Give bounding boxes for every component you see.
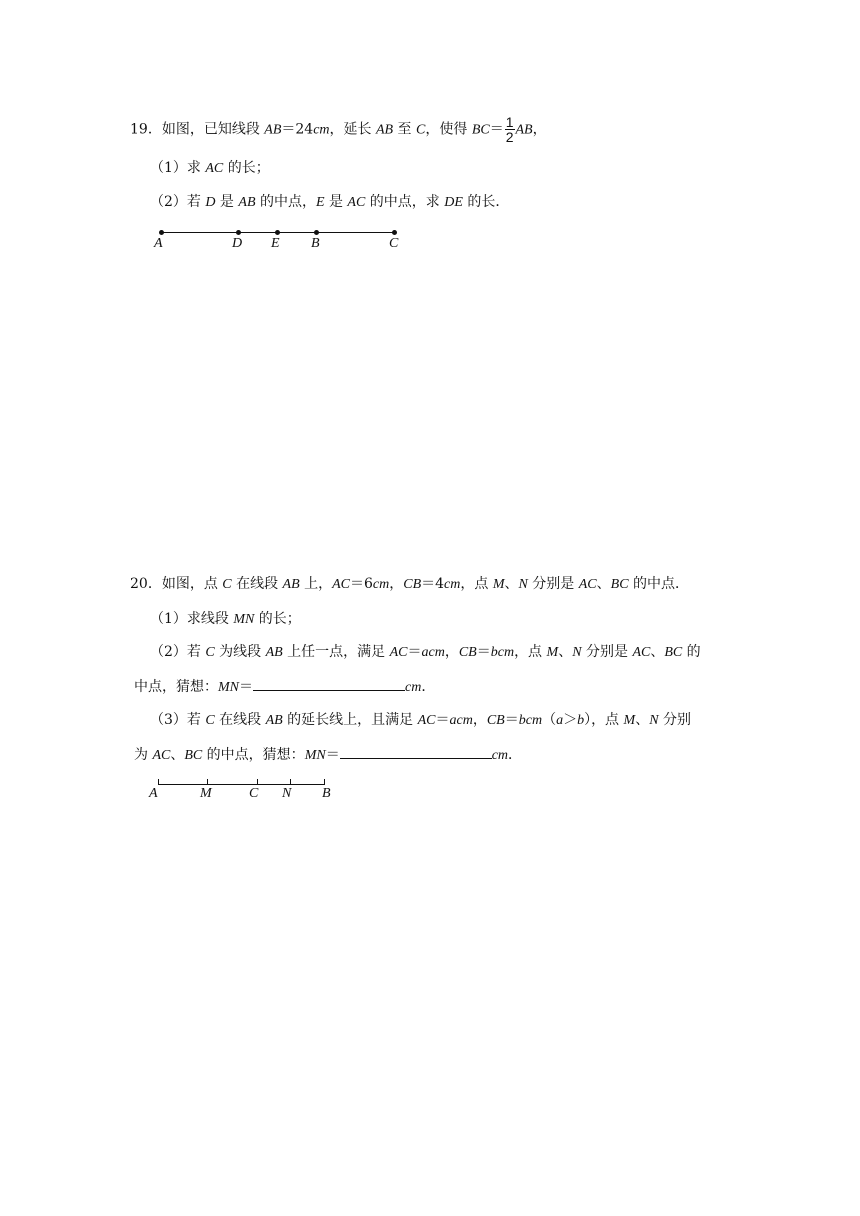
q19-c: C bbox=[416, 122, 426, 138]
q20-p3-l2-cm: cm bbox=[491, 748, 509, 763]
q20-p2-cb: CB bbox=[458, 645, 477, 660]
q20-p2-eq2: ＝ bbox=[476, 644, 491, 660]
q20-t1: 如图，点 bbox=[161, 576, 223, 592]
q20-p3-b: b bbox=[577, 713, 585, 728]
q20-eq6: ＝6 bbox=[349, 576, 373, 592]
q20-sep2: 、 bbox=[596, 576, 611, 592]
q20-t7: 的中点． bbox=[628, 576, 689, 592]
q20-bc: BC bbox=[610, 577, 629, 592]
q19-p2-t2: 的中点， bbox=[255, 194, 316, 210]
q20-p3-answer-blank[interactable] bbox=[340, 744, 492, 759]
q20-p2-answer-blank[interactable] bbox=[253, 676, 405, 691]
q20-p3-sep: 、 bbox=[635, 712, 650, 728]
q20-tick-b bbox=[324, 779, 325, 785]
q20-sep: 、 bbox=[504, 576, 519, 592]
q19-eq: ＝24 bbox=[281, 121, 314, 138]
fraction-numerator: 1 bbox=[505, 114, 514, 130]
q19-point-b bbox=[314, 230, 319, 235]
q19-label-e: E bbox=[271, 236, 280, 251]
q20-ac2: AC bbox=[578, 577, 597, 592]
q19-text5: ， bbox=[532, 121, 547, 138]
q19-label-a: A bbox=[154, 236, 163, 251]
q20-p3-gt: ＞ bbox=[563, 712, 578, 728]
q20-p2-sep: 、 bbox=[558, 644, 573, 660]
q20-p3-bcm: bcm bbox=[518, 713, 543, 728]
q20-part2-line2 bbox=[134, 676, 435, 698]
q20-p1-pre: （1）求线段 bbox=[150, 611, 234, 627]
q20-p3-c: C bbox=[205, 713, 215, 728]
q20-p3-ac: AC bbox=[417, 713, 436, 728]
q20-label-m: M bbox=[200, 786, 212, 801]
q20-number: 20． bbox=[130, 576, 162, 592]
q20-c: C bbox=[222, 577, 232, 592]
q20-p3-n: N bbox=[649, 713, 659, 728]
q19-p1-ac: AC bbox=[205, 161, 224, 176]
q20-p2-c: C bbox=[205, 645, 215, 660]
q20-p2-t3: ， bbox=[444, 644, 459, 660]
q20-p3-t2: 的延长线上，且满足 bbox=[282, 712, 418, 728]
q20-label-c: C bbox=[249, 786, 259, 801]
q19-label-b: B bbox=[311, 236, 320, 251]
q20-p2-bc: BC bbox=[664, 645, 683, 660]
q19-p2-t4: 的中点，求 bbox=[365, 194, 445, 210]
q20-t6: 分别是 bbox=[527, 576, 579, 592]
q20-part1 bbox=[150, 609, 301, 630]
q19-ab2: AB bbox=[376, 122, 394, 138]
q20-p3-l2-t1: 的中点，猜想： bbox=[202, 747, 305, 763]
q20-cm1: cm bbox=[372, 577, 390, 592]
q20-tick-c bbox=[257, 779, 258, 785]
q20-t5: ，点 bbox=[460, 576, 493, 592]
q19-p2-t1: 是 bbox=[215, 194, 239, 210]
q20-p2-sep2: 、 bbox=[650, 644, 665, 660]
q20-p3-t1: 在线段 bbox=[214, 712, 266, 728]
q19-text3: 至 bbox=[393, 121, 417, 138]
q20-p3-ab: AB bbox=[265, 713, 283, 728]
q20-p2-ab: AB bbox=[265, 645, 283, 660]
q19-eq2: ＝ bbox=[489, 121, 504, 138]
q20-p3-pre: （3）若 bbox=[150, 712, 206, 728]
q20-p3-eq1: ＝ bbox=[435, 712, 450, 728]
q20-p3-l2-bc: BC bbox=[184, 748, 203, 763]
q20-part3-line1 bbox=[150, 710, 691, 731]
q20-p2-t1: 为线段 bbox=[214, 644, 266, 660]
q20-p3-t4: ，点 bbox=[591, 712, 624, 728]
q20-p3-l2-end: ． bbox=[508, 747, 523, 763]
q19-text2: ，延长 bbox=[329, 121, 372, 138]
q20-cb: CB bbox=[403, 577, 422, 592]
q19-number: 19． bbox=[130, 121, 162, 138]
q19-p2-d: D bbox=[205, 195, 216, 210]
q20-stem bbox=[130, 574, 689, 595]
q20-tick-m bbox=[207, 779, 208, 785]
q19-ab: AB bbox=[264, 122, 282, 138]
q19-part1 bbox=[150, 158, 270, 179]
q20-p2-n: N bbox=[572, 645, 582, 660]
q20-p3-t5: 分别 bbox=[658, 712, 691, 728]
q19-bc: BC bbox=[471, 122, 490, 138]
q20-ab: AB bbox=[282, 577, 300, 592]
q20-p2-t2: 上任一点，满足 bbox=[282, 644, 390, 660]
q19-text4: ，使得 bbox=[425, 121, 472, 138]
q20-p3-acm: acm bbox=[449, 713, 473, 728]
q20-part3-line2 bbox=[134, 744, 522, 766]
q20-p3-eq2: ＝ bbox=[504, 712, 519, 728]
q20-label-n: N bbox=[282, 786, 292, 801]
q20-p2-acm: acm bbox=[421, 645, 445, 660]
q20-p3-a: a bbox=[556, 713, 564, 728]
q19-p2-t3: 是 bbox=[324, 194, 348, 210]
q19-p2-ac: AC bbox=[347, 195, 366, 210]
q20-p3-t3: ， bbox=[472, 712, 487, 728]
q20-p1-mn: MN bbox=[233, 612, 255, 627]
fraction-denominator: 2 bbox=[505, 129, 514, 145]
q20-p2-ac2: AC bbox=[632, 645, 651, 660]
q20-p2-l2-cm: cm bbox=[405, 680, 422, 695]
q19-point-d bbox=[236, 230, 241, 235]
q20-cm2: cm bbox=[444, 577, 461, 592]
q20-p2-l2-eq: ＝ bbox=[239, 679, 253, 695]
q20-p2-ac: AC bbox=[389, 645, 408, 660]
q20-p2-m: M bbox=[546, 645, 559, 660]
q20-p3-l2-ac: AC bbox=[152, 748, 171, 763]
q19-p2-t5: 的长． bbox=[462, 194, 510, 210]
q20-t2: 在线段 bbox=[231, 576, 283, 592]
q20-label-a: A bbox=[149, 786, 158, 801]
q19-p2-ab: AB bbox=[238, 195, 256, 210]
q20-eq4: ＝4 bbox=[421, 576, 445, 592]
q20-p3-paren-open: （ bbox=[542, 712, 557, 728]
q19-point-c bbox=[392, 230, 397, 235]
q20-segment-line bbox=[158, 784, 325, 785]
q19-p2-e: E bbox=[315, 195, 325, 210]
q20-p2-t5: 分别是 bbox=[581, 644, 633, 660]
q20-m: M bbox=[492, 577, 505, 592]
q19-p1-pre: （1）求 bbox=[150, 160, 206, 176]
q20-p2-eq1: ＝ bbox=[407, 644, 422, 660]
q20-part2-line1 bbox=[150, 642, 701, 663]
q19-p2-pre: （2）若 bbox=[150, 194, 206, 210]
q19-ab3: AB bbox=[515, 122, 533, 138]
q20-p2-l2-pre: 中点，猜想： bbox=[134, 679, 218, 695]
q19-part2 bbox=[150, 192, 509, 213]
q20-tick-a bbox=[158, 779, 159, 785]
q20-p2-l2-mn: MN bbox=[218, 680, 239, 695]
q19-label-c: C bbox=[389, 236, 399, 251]
q20-t3: 上， bbox=[299, 576, 333, 592]
q20-p3-m: M bbox=[623, 713, 636, 728]
q19-cm: cm bbox=[313, 122, 330, 138]
q20-p3-l2-eq: ＝ bbox=[325, 747, 340, 763]
q20-p3-l2-pre: 为 bbox=[134, 747, 153, 763]
q20-p2-t4: ，点 bbox=[514, 644, 547, 660]
q20-n: N bbox=[518, 577, 528, 592]
q19-text: 如图，已知线段 bbox=[161, 121, 260, 138]
q20-p3-cb: CB bbox=[486, 713, 505, 728]
q19-point-e bbox=[275, 230, 280, 235]
q20-p3-paren-close: ） bbox=[584, 712, 592, 728]
q20-p1-post: 的长； bbox=[254, 611, 301, 627]
q19-p1-post: 的长； bbox=[223, 160, 270, 176]
q19-point-a bbox=[159, 230, 164, 235]
fraction-half bbox=[505, 115, 515, 144]
q20-p2-bcm: bcm bbox=[490, 645, 515, 660]
q19-stem bbox=[130, 115, 547, 144]
q20-p3-l2-sep: 、 bbox=[170, 747, 185, 763]
q20-p2-l2-end: ． bbox=[421, 679, 436, 695]
q20-p2-t6: 的 bbox=[682, 644, 701, 660]
q20-p3-l2-mn: MN bbox=[304, 748, 326, 763]
q20-p2-pre: （2）若 bbox=[150, 644, 206, 660]
q20-tick-n bbox=[290, 779, 291, 785]
q20-ac: AC bbox=[332, 577, 350, 592]
q20-label-b: B bbox=[322, 786, 331, 801]
q19-label-d: D bbox=[232, 236, 243, 251]
q20-t4: ， bbox=[389, 576, 404, 592]
q19-p2-de: DE bbox=[444, 195, 463, 210]
